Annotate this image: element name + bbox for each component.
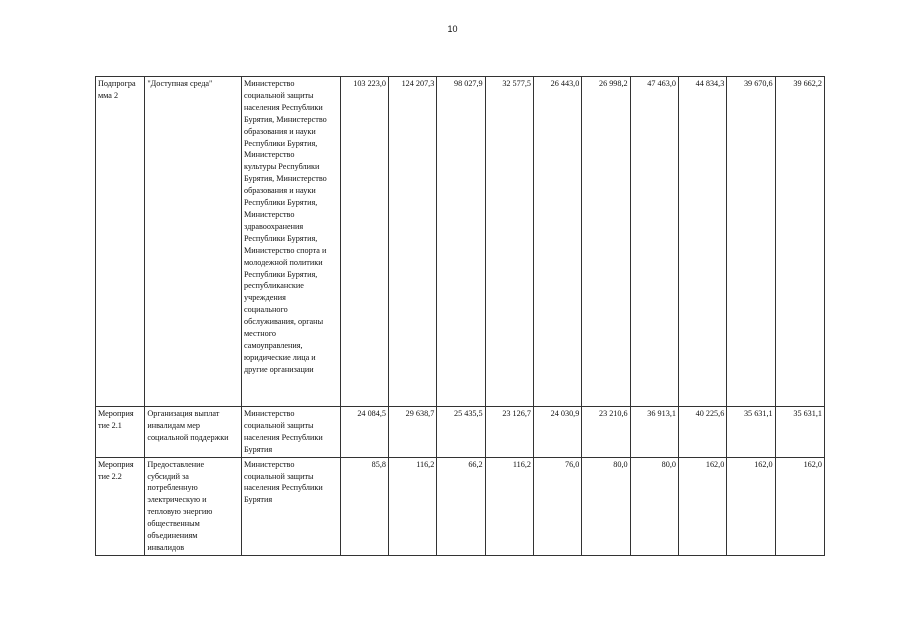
row-code: Подпрогра мма 2 xyxy=(98,79,136,100)
value-cell: 103 223,0 xyxy=(340,77,388,407)
row-executor: Министерство социальной защиты населения Республики Бурятия xyxy=(243,409,323,454)
value-cell: 25 435,5 xyxy=(437,407,485,458)
value-cell: 32 577,5 xyxy=(485,77,533,407)
row-code-cell xyxy=(96,77,145,407)
value-cell: 116,2 xyxy=(485,457,533,555)
value-cell: 26 998,2 xyxy=(582,77,630,407)
value-cell: 39 670,6 xyxy=(727,77,775,407)
value-cell: 24 084,5 xyxy=(340,407,388,458)
value-cell: 124 207,3 xyxy=(388,77,436,407)
value-cell: 85,8 xyxy=(340,457,388,555)
row-executor: Министерство социальной защиты населения Республики Бурятия, Министерство образования и науки Республики Бурятия, Министерство культуры Республики Бурятия, Министерство образования и науки Республики Бурятия, Министерство здравоохранения Республики Бурятия, Министерство спорта и молодежной политики Республики Бурятия, республиканские учреждения социального обслуживания, органы местного самоуправления, юридические лица и другие организации xyxy=(243,79,327,374)
value-cell: 29 638,7 xyxy=(388,407,436,458)
value-cell: 39 662,2 xyxy=(775,77,824,407)
row-executor-cell xyxy=(241,407,340,458)
value-cell: 162,0 xyxy=(727,457,775,555)
row-name: Предоставление субсидий за потребленную электрическую и тепловую энергию общественным объединениям инвалидов xyxy=(147,459,213,552)
row-code-cell xyxy=(96,407,145,458)
table-row xyxy=(96,77,825,407)
table-row xyxy=(96,407,825,458)
value-cell: 66,2 xyxy=(437,457,485,555)
value-cell: 24 030,9 xyxy=(533,407,581,458)
row-executor: Министерство социальной защиты населения Республики Бурятия xyxy=(243,459,323,505)
row-name-cell xyxy=(145,77,242,407)
value-cell: 80,0 xyxy=(630,457,678,555)
value-cell: 26 443,0 xyxy=(533,77,581,407)
row-name: Организация выплат инвалидам мер социальной поддержки xyxy=(147,409,229,442)
value-cell: 116,2 xyxy=(388,457,436,555)
value-cell: 98 027,9 xyxy=(437,77,485,407)
value-cell: 36 913,1 xyxy=(630,407,678,458)
row-code: Мероприя тие 2.2 xyxy=(98,459,134,481)
value-cell: 162,0 xyxy=(678,457,726,555)
row-name-cell xyxy=(145,407,242,458)
value-cell: 35 631,1 xyxy=(727,407,775,458)
value-cell: 80,0 xyxy=(582,457,630,555)
row-name: "Доступная среда" xyxy=(147,79,213,88)
value-cell: 23 210,6 xyxy=(582,407,630,458)
page-number: 10 xyxy=(447,24,458,34)
value-cell: 44 834,3 xyxy=(678,77,726,407)
value-cell: 23 126,7 xyxy=(485,407,533,458)
value-cell: 162,0 xyxy=(775,457,824,555)
row-executor-cell xyxy=(241,457,340,555)
row-code: Мероприя тие 2.1 xyxy=(98,409,134,430)
value-cell: 35 631,1 xyxy=(775,407,824,458)
row-executor-cell xyxy=(241,77,340,407)
table-row xyxy=(96,457,825,555)
value-cell: 40 225,6 xyxy=(678,407,726,458)
budget-table xyxy=(95,76,825,556)
value-cell: 76,0 xyxy=(533,457,581,555)
row-name-cell xyxy=(145,457,242,555)
value-cell: 47 463,0 xyxy=(630,77,678,407)
row-code-cell xyxy=(96,457,145,555)
